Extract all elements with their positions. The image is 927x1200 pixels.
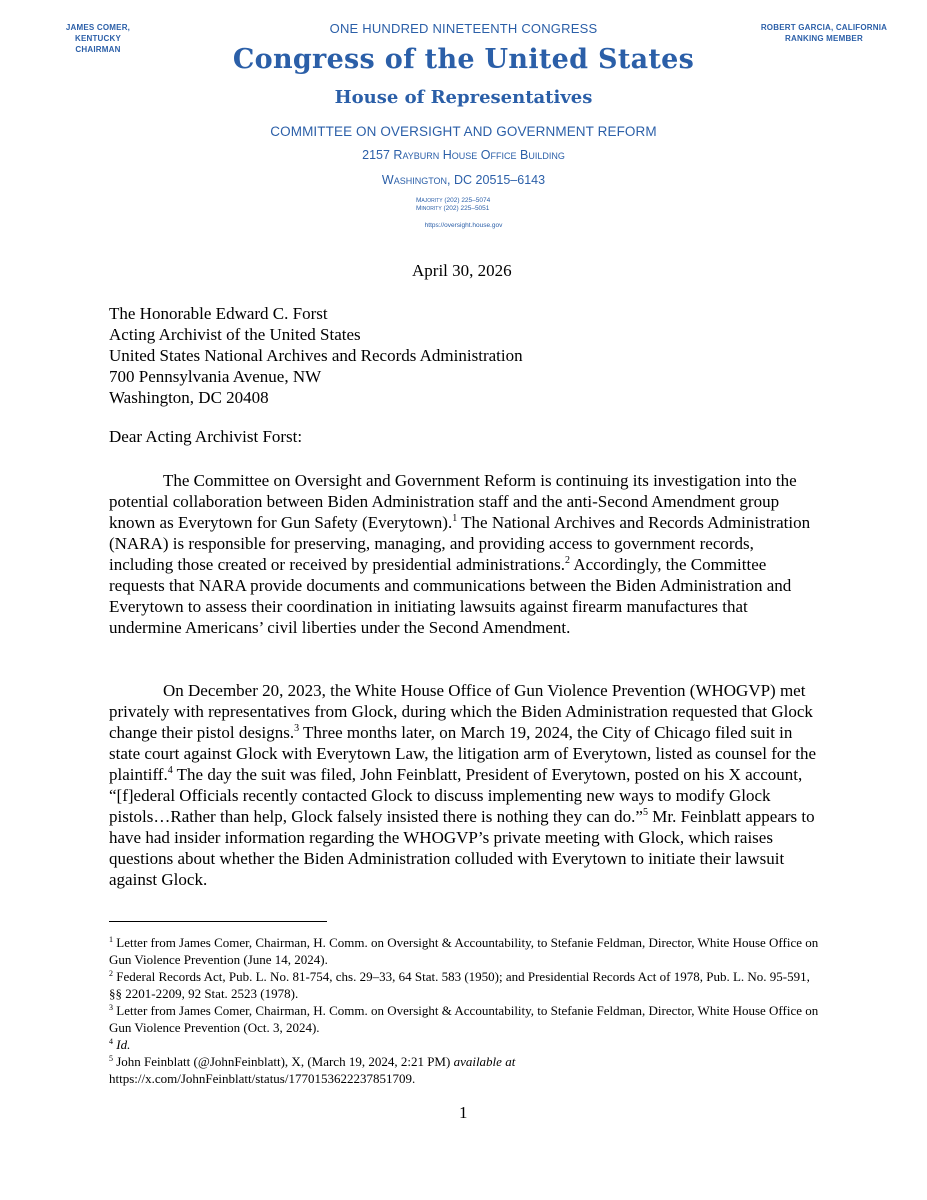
footnote-ref-5[interactable]: 5	[642, 807, 648, 818]
footnote-5	[109, 1053, 821, 1087]
footnote-text: Letter from James Comer, Chairman, H. Comm. on Oversight & Accountability, to Stefanie Feldman, Director, White House Office on Gun Violence Prevention (June 14, 2024).	[109, 935, 819, 967]
footnote-number: 2	[109, 969, 113, 978]
footnote-number: 3	[109, 1003, 113, 1012]
footnote-ref-1[interactable]: 1	[452, 513, 458, 524]
footnotes	[109, 934, 821, 1087]
city-address: Washington, DC 20515–6143	[381, 173, 546, 187]
address-line: Washington, DC 20408	[109, 388, 269, 407]
footnote-text: John Feinblatt (@JohnFeinblatt), X, (March 19, 2024, 2:21 PM)	[113, 1054, 454, 1069]
congress-title: Congress of the United States	[232, 44, 695, 75]
chairman-name: JAMES COMER, KENTUCKY	[65, 23, 131, 43]
footnote-2	[109, 968, 821, 1002]
footnote-ref-2[interactable]: 2	[565, 555, 571, 566]
recipient-address	[109, 303, 523, 408]
building-address: 2157 Rayburn House Office Building	[362, 148, 565, 162]
paragraph-text: On December 20, 2023, the White House Office of Gun Violence Prevention (WHOGVP) met privately with representatives from Glock, during which the Biden Administration requested that Glock change their pistol designs.	[109, 681, 813, 742]
footnote-ref-3[interactable]: 3	[294, 723, 300, 734]
footnote-text: Federal Records Act, Pub. L. No. 81-754, chs. 29–33, 64 Stat. 583 (1950); and Presidential Records Act of 1978, Pub. L. No. 95-591, §§ 2201-2209, 92 Stat. 2523 (1978).	[109, 969, 810, 1001]
address-line: United States National Archives and Records Administration	[109, 346, 523, 365]
ranking-member-title: RANKING MEMBER	[785, 34, 863, 43]
footnote-divider	[109, 921, 327, 922]
committee-name: COMMITTEE ON OVERSIGHT AND GOVERNMENT REFORM	[270, 124, 657, 139]
paragraph-text: Three months later, on March 19, 2024, the City of Chicago filed suit in state court against Glock with Everytown Law, the litigation arm of Everytown, listed as counsel for the plaintiff.	[109, 723, 817, 784]
congress-number: ONE HUNDRED NINETEENTH CONGRESS	[329, 21, 598, 36]
footnote-3	[109, 1002, 821, 1036]
majority-phone: Majority (202) 225–5074	[416, 197, 491, 204]
paragraph-text: Accordingly, the Committee requests that NARA provide documents and communications between the Biden Administration and Everytown to assess their coordination in initiating lawsuits against firearm manufactures that undermine Americans’ civil liberties under the Second Amendment.	[109, 555, 792, 637]
paragraph-text: The day the suit was filed, John Feinblatt, President of Everytown, posted on his X account, “[f]ederal Officials recently contacted Glock to discuss implementing new ways to modify Glock pistols…Rather than help, Glock falsely insisted there is nothing they can do.”	[109, 765, 803, 826]
footnote-4	[109, 1036, 821, 1053]
footnote-number: 4	[109, 1037, 113, 1046]
footnote-number: 5	[109, 1054, 113, 1063]
website-link[interactable]: https://oversight.house.gov	[424, 222, 503, 229]
address-line: Acting Archivist of the United States	[109, 325, 361, 344]
minority-phone: Minority (202) 225–5051	[416, 205, 490, 212]
address-line: 700 Pennsylvania Avenue, NW	[109, 367, 322, 386]
ranking-member-name: ROBERT GARCIA, CALIFORNIA	[760, 23, 888, 32]
house-title: House of Representatives	[334, 87, 593, 108]
body-paragraph-1	[109, 470, 821, 638]
phone-numbers	[416, 197, 490, 213]
footnote-number: 1	[109, 935, 113, 944]
paragraph-text: Mr. Feinblatt appears to have had insider information regarding the WHOGVP’s private meeting with Glock, which raises questions about whether the Biden Administration colluded with Everytown to initiate their lawsuit against Glock.	[109, 807, 815, 889]
body-paragraph-2	[109, 680, 821, 890]
page-number: 1	[459, 1103, 468, 1122]
footnote-italic-text: available at	[453, 1054, 516, 1069]
footnote-url[interactable]: https://x.com/JohnFeinblatt/status/1770153622237851709.	[109, 1071, 416, 1086]
address-line: The Honorable Edward C. Forst	[109, 304, 328, 323]
paragraph-text: The National Archives and Records Administration (NARA) is responsible for preserving, managing, and providing access to government records, including those created or received by presidential administrations.	[109, 513, 811, 574]
footnote-text: Letter from James Comer, Chairman, H. Comm. on Oversight & Accountability, to Stefanie Feldman, Director, White House Office on Gun Violence Prevention (Oct. 3, 2024).	[109, 1003, 819, 1035]
paragraph-text: The Committee on Oversight and Government Reform is continuing its investigation into the potential collaboration between Biden Administration staff and the anti-Second Amendment group known as Everytown for Gun Safety (Everytown).	[109, 471, 797, 532]
letter-date: April 30, 2026	[412, 261, 512, 280]
footnote-1	[109, 934, 821, 968]
footnote-text: Id.	[113, 1037, 131, 1052]
chairman-title: CHAIRMAN	[75, 45, 121, 54]
footnote-ref-4[interactable]: 4	[167, 765, 173, 776]
salutation: Dear Acting Archivist Forst:	[109, 427, 303, 446]
